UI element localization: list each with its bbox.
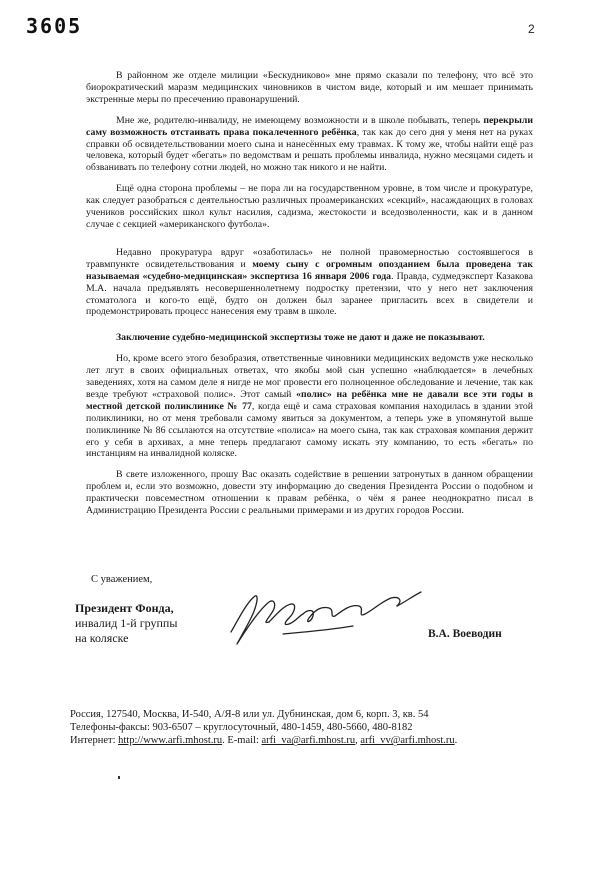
scan-speck — [118, 776, 120, 779]
letter-body — [86, 70, 533, 526]
signatory-line-3: на коляске — [75, 631, 129, 645]
paragraph-2 — [86, 115, 533, 175]
email-link-1[interactable]: arfi_va@arfi.mhost.ru — [261, 735, 356, 747]
signer-name: В.А. Воеводин — [428, 628, 502, 640]
p4-text-c: . Правда, судмедэксперт Казакова М.А. начала предъявлять несовершеннолетнему подростку претензии, что у него нет заключения стоматолога и кого-то ещё, будто он должен был заранее пригласить всех в свидетели и продемонстрировать процесс нанесения ему травм в школе. — [86, 270, 533, 318]
website-link[interactable]: http://www.arfi.mhost.ru — [118, 735, 223, 747]
footer-address: Россия, 127540, Москва, И-540, А/Я-8 или ул. Дубнинская, дом 6, корп. 3, кв. 54 — [70, 709, 429, 720]
footer-email-label: . E-mail: — [222, 735, 262, 747]
signatory-title: Президент Фонда, — [75, 601, 174, 615]
p4-bold: моему сыну с огромным опозданием была проведена так называемая «судебно-медицинская» экспертиза 16 января 2006 года — [86, 258, 533, 282]
paragraph-5 — [86, 332, 533, 344]
paragraph-1: В районном же отделе милиции «Бескудниково» мне прямо сказали по телефону, что всё это биорократический маразм медицинских чиновников в чистом виде, который и им мешает принимать экстренные меры по пресечению правонарушений. — [86, 70, 533, 105]
footer-sep: , — [355, 735, 361, 747]
document-stamp-number: 3605 — [26, 14, 83, 38]
footer-internet-label: Интернет: — [70, 735, 119, 747]
p2-bold: перекрыли саму возможность отстаивать права покалеченного ребёнка — [86, 114, 533, 138]
p5-bold: Заключение судебно-медицинской экспертизы тоже не дают и даже не показывают. — [116, 332, 485, 344]
p6-text-c: , когда ещё и сама страховая компания находилась в здании этой поликлиники, но от меня требовали самому явиться за документом, а теперь уже в упомянутой выше поликлинике № 86 ссылаются на отсутствие «полиса» на моего сына, так как страховая компания держит его у себя в архивах, а мне теперь предлагают самому искать эту компанию, то есть «бегать» по инстанциям на инвалидной коляске. — [86, 400, 534, 460]
footer-internet — [70, 734, 540, 747]
p6-bold: «полис» на ребёнка мне не давали все эти годы в местной детской поликлинике № 77 — [86, 388, 533, 412]
letterhead-footer — [70, 708, 540, 748]
p4-text-a: Недавно прокуратура вдруг «озаботилась» не полной правомерностью состоявшегося в травмпункте освидетельствования и — [86, 246, 533, 270]
page-number: 2 — [528, 22, 535, 36]
paragraph-7: В свете изложенного, прошу Вас оказать содействие в решении затронутых в данном обращении проблем и, если это возможно, довести эту информацию до сведения Президента России о подобном и практически повсеместном отношении к правам ребёнка, о чём я ранее неоднократно писал в Администрацию Президента России с реальными примерами и из других городов России. — [86, 469, 533, 517]
signatory-block — [75, 601, 177, 646]
p6-text-a: Но, кроме всего этого безобразия, ответственные чиновники медицинских ведомств уже несколько лет лгут в своих официальных ответах, что якобы мой сын успешно «наблюдается» в лечебных заведениях, хотя на самом деле я нигде не мог провести его полноценное обследование и лечение, так как везде требуют «страховой полис». Этот самый — [86, 353, 533, 400]
footer-phones: Телефоны-факсы: 903-6507 – круглосуточный, 480-1459, 480-5660, 480-8182 — [70, 722, 413, 734]
paragraph-6 — [86, 353, 533, 460]
p2-text-c: , так как до сего дня у меня нет на руках справки об освидетельствовании моего сына и нанесённых ему травмах. К тому же, чтобы найти ещё раз человека, который будет «бегать» по ведомствам и решать проблемы инвалида, нужно месяцами сидеть и обзванивать по телефону сотни людей, но можно так никого и не найти. — [86, 126, 533, 174]
p2-text-a: Мне же, родителю-инвалиду, не имеющему возможности и в школе побывать, теперь — [116, 114, 484, 126]
paragraph-3: Ещё одна сторона проблемы – не пора ли на государственном уровне, в том числе и прокуратуре, как следует разобраться с деятельностью различных проамериканских «секций», насаждающих в головах учеников российских школ культ насилия, садизма, жестокости и вседозволенности, как и в данном случае с секцией «американского футбола». — [86, 183, 533, 230]
signatory-line-2: инвалид 1-й группы — [75, 616, 178, 630]
footer-end: . — [454, 735, 458, 747]
closing-regards: С уважением, — [91, 574, 153, 585]
paragraph-4 — [86, 247, 533, 318]
email-link-2[interactable]: arfi_vv@arfi.mhost.ru — [360, 735, 455, 747]
handwritten-signature — [225, 588, 425, 650]
